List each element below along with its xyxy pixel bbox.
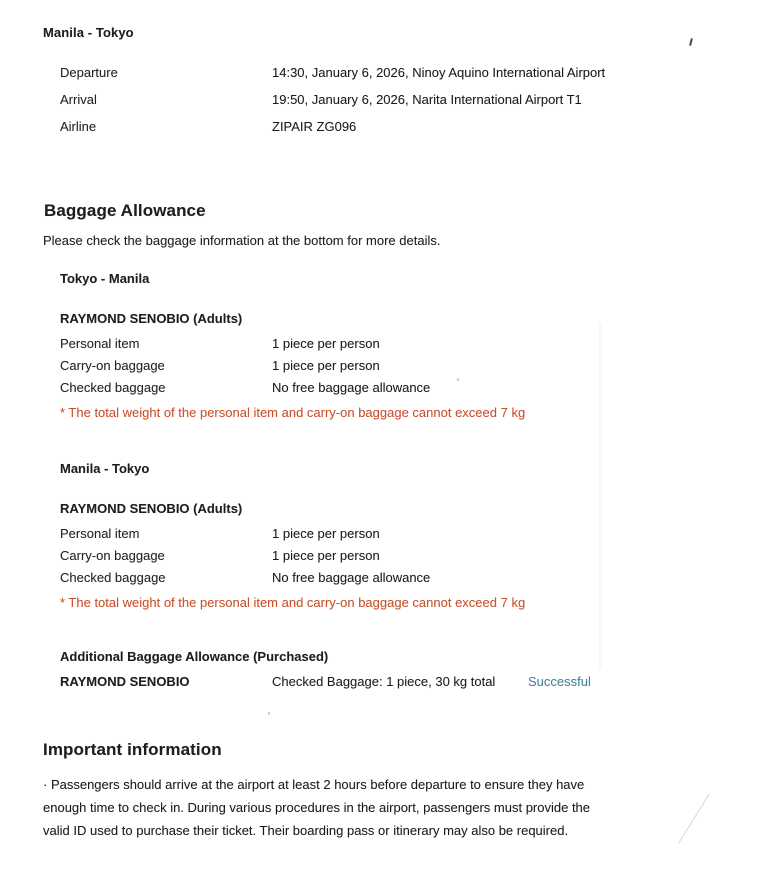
personal-item-label: Personal item	[60, 526, 140, 541]
weight-limit-warning: * The total weight of the personal item and carry-on baggage cannot exceed 7 kg	[60, 595, 526, 610]
weight-limit-warning: * The total weight of the personal item and carry-on baggage cannot exceed 7 kg	[60, 405, 526, 420]
flight-info-table	[60, 61, 626, 142]
carry-on-value: 1 piece per person	[272, 358, 380, 373]
baggage-segment-manila-tokyo	[60, 461, 620, 613]
segment-baggage-table	[60, 523, 620, 589]
arrival-label: Arrival	[60, 92, 97, 107]
carry-on-value: 1 piece per person	[272, 548, 380, 563]
scan-artifact-scratch	[678, 794, 710, 844]
checked-baggage-value: No free baggage allowance	[272, 570, 431, 585]
checked-baggage-value: No free baggage allowance	[272, 380, 431, 395]
additional-baggage-title: Additional Baggage Allowance (Purchased)	[60, 649, 329, 664]
departure-value: 14:30, January 6, 2026, Ninoy Aquino International Airport	[272, 65, 606, 80]
departure-label: Departure	[60, 65, 118, 80]
table-row	[60, 355, 620, 377]
table-row	[60, 88, 626, 111]
segment-route-title: Manila - Tokyo	[60, 461, 150, 476]
important-information-title: Important information	[43, 740, 222, 759]
table-row	[60, 377, 620, 399]
segment-passenger-title: RAYMOND SENOBIO (Adults)	[60, 311, 243, 326]
passenger-name: RAYMOND SENOBIO	[60, 674, 190, 689]
carry-on-label: Carry-on baggage	[60, 548, 165, 563]
personal-item-label: Personal item	[60, 336, 140, 351]
checked-baggage-label: Checked baggage	[60, 570, 166, 585]
segment-passenger-title: RAYMOND SENOBIO (Adults)	[60, 501, 243, 516]
table-row	[60, 61, 626, 84]
personal-item-value: 1 piece per person	[272, 336, 380, 351]
airline-label: Airline	[60, 119, 97, 134]
table-row	[60, 567, 620, 589]
segment-baggage-table	[60, 333, 620, 399]
important-information-body: · Passengers should arrive at the airport at least 2 hours before departure to ensure they have enough time to check in. During various procedures in the airport, passengers must provide the valid ID used to purchase their ticket. Their boarding pass or itinerary may also be required.	[43, 777, 591, 838]
table-row	[60, 523, 620, 545]
scan-artifact-tick	[689, 38, 693, 46]
baggage-allowance-subtitle: Please check the baggage information at the bottom for more details.	[43, 233, 441, 248]
table-row	[60, 672, 680, 692]
table-row	[60, 545, 620, 567]
purchased-baggage-detail: Checked Baggage: 1 piece, 30 kg total	[272, 674, 496, 689]
additional-baggage-section	[60, 649, 680, 692]
baggage-segment-tokyo-manila	[60, 271, 620, 423]
checked-baggage-label: Checked baggage	[60, 380, 166, 395]
segment-route-title: Tokyo - Manila	[60, 271, 150, 286]
personal-item-value: 1 piece per person	[272, 526, 380, 541]
table-row	[60, 333, 620, 355]
scan-artifact-speck	[268, 712, 270, 715]
airline-value: ZIPAIR ZG096	[272, 119, 357, 134]
flight-route-title: Manila - Tokyo	[43, 25, 134, 40]
table-row	[60, 115, 626, 138]
carry-on-label: Carry-on baggage	[60, 358, 165, 373]
arrival-value: 19:50, January 6, 2026, Narita International Airport T1	[272, 92, 582, 107]
baggage-allowance-title: Baggage Allowance	[44, 201, 206, 220]
status-badge: Successful	[528, 674, 591, 689]
